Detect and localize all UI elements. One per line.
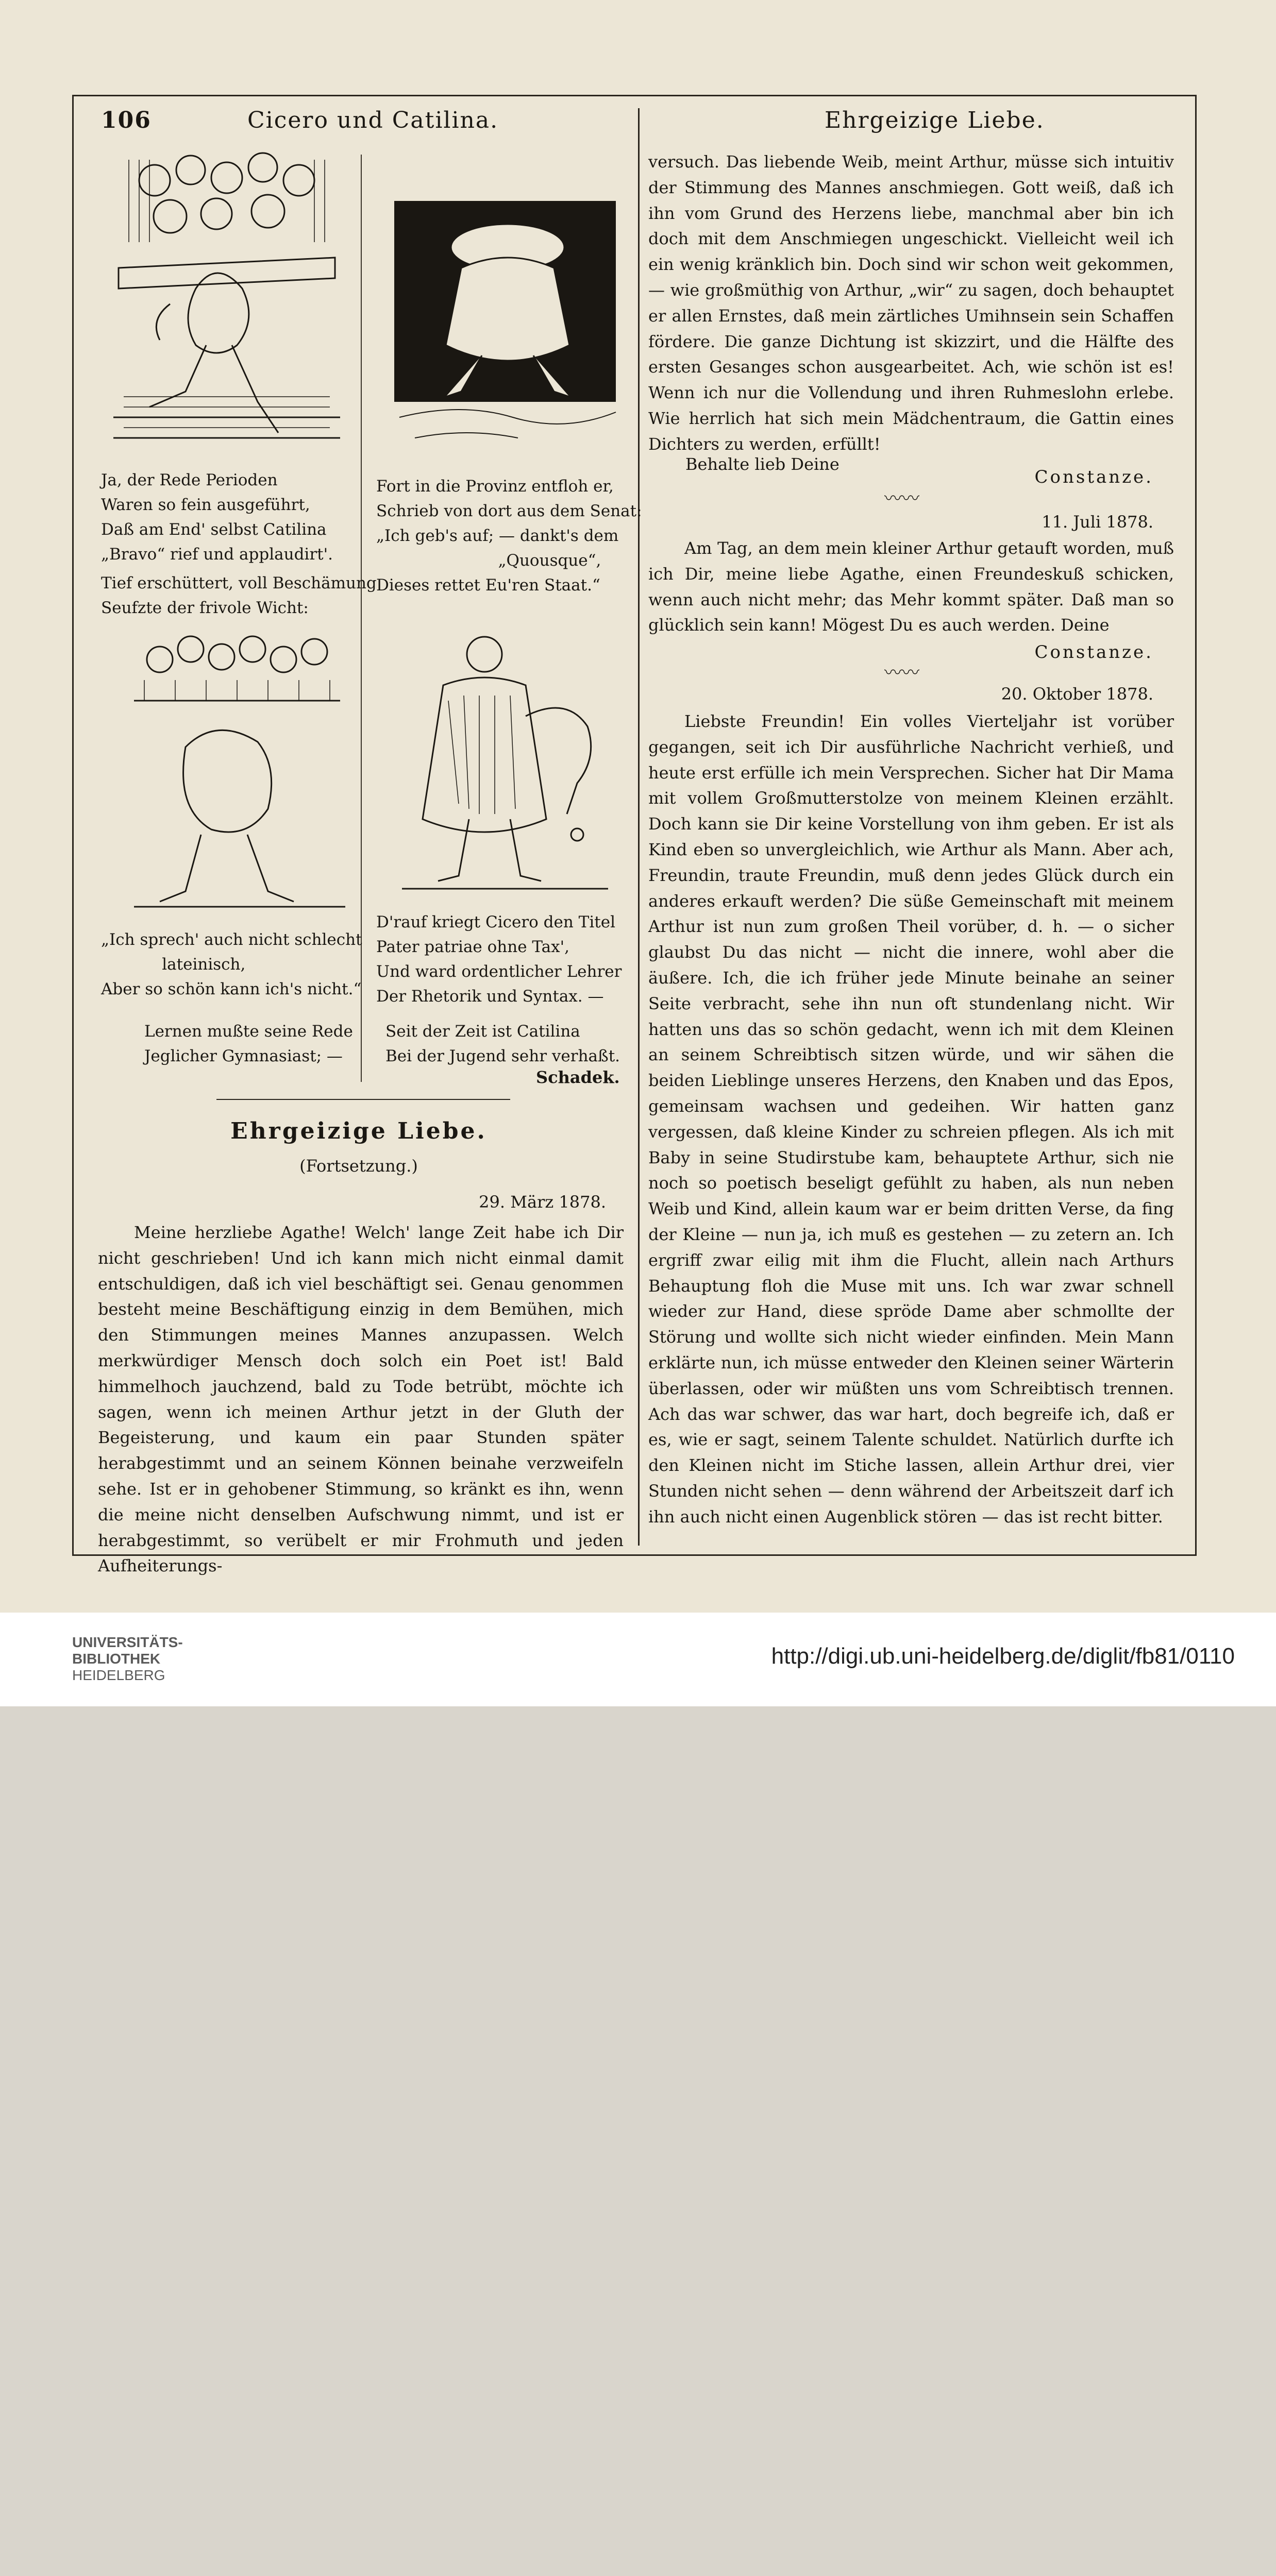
letter-3-text	[648, 709, 1174, 1530]
illustration-catilina-applauding	[98, 149, 345, 464]
letter-date-1: 29. März 1878.	[479, 1192, 606, 1212]
left-running-title: Cicero und Catilina.	[247, 107, 499, 133]
poem-signature: Schadek.	[536, 1067, 620, 1087]
closing-line-1: Behalte lieb Deine	[685, 454, 840, 474]
poem-stanza-1: Ja, der Rede Perioden Waren so fein ausgeführt, Daß am End' selbst Catilina „Bravo“ rief und applaudirt'.	[101, 471, 333, 564]
letter-1-paragraph: Meine herzliebe Agathe! Welch' lange Zeit habe ich Dir nicht geschrieben! Und ich kann mich nicht einmal damit entschuldigen, daß ich viel beschäftigt sei. Genau genommen besteht meine Beschäftigung einzig in dem Bemühen, mich den Stimmungen meines Mannes anzupassen. Welch merkwürdiger Mensch doch solch ein Poet ist! Bald himmelhoch jauchzend, bald zu Tode betrübt, möchte ich sagen, wenn ich meinen Arthur jetzt in der Gluth der Begeisterung, und kaum ein paar Stunden später herabgestimmt und an seinem Können beinahe verzweifeln sehe. Ist er in gehobener Stimmung, so kränkt es ihn, wenn die meine nicht denselben Aufschwung nimmt, und ist er herabgestimmt, so verübelt er mir Frohmuth und jeden Aufheiterungs-	[98, 1223, 624, 1576]
section-divider	[216, 1099, 510, 1100]
page-number: 106	[101, 107, 152, 133]
right-running-title: Ehrgeizige Liebe.	[825, 107, 1045, 133]
library-line-1: UNIVERSITÄTS-	[72, 1634, 183, 1650]
poem-stanza-2: Tief erschüttert, voll Beschämung Seufzte der frivole Wicht:	[101, 574, 377, 617]
article-title: Ehrgeizige Liebe.	[230, 1118, 487, 1144]
article-subtitle: (Fortsetzung.)	[299, 1156, 418, 1176]
poem-stanza-7: Seit der Zeit ist Catilina Bei der Jugend sehr verhaßt.	[385, 1022, 620, 1065]
separator-1: 〰〰	[884, 488, 919, 509]
letter-3-paragraph: Liebste Freundin! Ein volles Vierteljahr ist vorüber gegangen, seit ich Dir ausführliche Nachricht verhieß, und heute erst erfülle ich mein Versprechen. Sicher hat Dir Mama mit vollem Großmutterstolze von meinem Kleinen erzählt. Doch kann sie Dir keine Vorstellung von ihm geben. Er ist als Kind eben so unvergleichlich, wie Arthur als Mann. Aber ach, Freundin, traute Freundin, muß denn jedes Glück durch ein anderes erkauft werden? Die süße Gemeinschaft mit meinem Arthur ist nun zum großen Theil vorüber, d. h. — o sicher glaubst Du das nicht — nicht die innere, wohl aber die äußere. Ich, die ich früher jede Minute beinahe an seiner Seite verbracht, sehe ihn nun oft stundenlang nicht. Wir hatten uns das so schön gedacht, wenn ich mit dem Kleinen an seinem Schreibtisch sitzen würde, und wir sähen die beiden Lieblinge unseres Herzens, den Knaben und das Epos, gemeinsam wachsen und gedeihen. Wir hatten ganz vergessen, daß kleine Kinder zu schreien pflegen. Als ich mit Baby in seine Studirstube kam, behauptete Arthur, sich nie noch so poetisch beseligt gefühlt zu haben, als nun neben Weib und Kind, allein kaum war er beim dritten Verse, da fing der Kleine — nun ja, ich muß es gestehen — zu zetern an. Ich ergriff zwar eilig mit ihm die Flucht, allein nach Arthurs Behauptung floh die Muse mit uns. Ich war zwar schnell wieder zur Hand, diese spröde Dame aber schmollte der Störung und wollte sich nicht wieder einfinden. Mein Mann erklärte nun, ich müsse entweder den Kleinen seiner Wärterin überlassen, oder wir müßten uns vom Schreibtisch trennen. Ach das war schwer, das war hart, doch begreife ich, daß er es, wie er sagt, seinem Talente schuldet. Natürlich durfte ich den Kleinen nicht im Stiche lassen, allein Arthur drei, vier Stunden nicht sehen — denn während der Arbeitszeit darf ich ihn auch nicht einen Augenblick stören — das ist recht bitter.	[648, 711, 1174, 1527]
library-line-2: BIBLIOTHEK	[72, 1651, 161, 1667]
letter-1-continued	[648, 149, 1174, 457]
letter-date-3: 20. Oktober 1878.	[1001, 684, 1153, 704]
signature-1: Constanze.	[1034, 467, 1153, 487]
separator-2: 〰〰	[884, 663, 919, 683]
letter-1-text	[98, 1220, 624, 1579]
permalink-url[interactable]: http://digi.ub.uni-heidelberg.de/diglit/fb81/0110	[771, 1643, 1235, 1669]
library-line-3: HEIDELBERG	[72, 1667, 165, 1683]
letter-1-continued-paragraph: versuch. Das liebende Weib, meint Arthur, müsse sich intuitiv der Stimmung des Mannes anschmiegen. Gott weiß, daß ich ihn vom Grund des Herzens liebe, manchmal aber bin ich doch mit dem Anschmiegen ungeschickt. Vielleicht weil ich ein wenig kränklich bin. Doch sind wir schon weit gekommen, — wie großmüthig von Arthur, „wir“ zu sagen, doch behauptet er allen Ernstes, daß mein zärtliches Umihnsein sein Schaffen fördere. Die ganze Dichtung ist skizzirt, und die Hälfte des ersten Gesanges schon ausgearbeitet. Ach, wie schön ist es! Wenn ich nur die Vollendung und ihren Ruhmeslohn erlebe. Wie herrlich hat sich mein Mädchentraum, die Gattin eines Dichters zu werden, erfüllt!	[648, 152, 1174, 454]
letter-2-text	[648, 536, 1174, 638]
poem-stanza-4: Lernen mußte seine Rede Jeglicher Gymnasiast; —	[144, 1022, 353, 1065]
poem-stanza-5: Fort in die Provinz entfloh er, Schrieb von dort aus dem Senat: „Ich geb's auf; — dankt's dem „Quousque“, Dieses rettet Eu'ren Staat.“	[376, 477, 642, 595]
library-name	[72, 1634, 183, 1684]
poem-stanza-6: D'rauf kriegt Cicero den Titel Pater patriae ohne Tax', Und ward ordentlicher Lehrer Der Rhetorik und Syntax. —	[376, 913, 622, 1006]
signature-2: Constanze.	[1034, 642, 1153, 663]
column-rule	[638, 108, 640, 1546]
illustration-catilina-fleeing	[384, 191, 626, 459]
letter-2-paragraph: Am Tag, an dem mein kleiner Arthur getauft worden, muß ich Dir, meine liebe Agathe, einen Freundeskuß schicken, wenn auch nicht mehr; das Mehr kommt später. Daß man so glücklich sein kann! Mögest Du es auch werden. Deine	[648, 538, 1174, 635]
illustration-catilina-ashamed	[124, 629, 350, 917]
illustration-cicero-scroll	[392, 629, 613, 896]
letter-date-2: 11. Juli 1878.	[1042, 512, 1153, 532]
poem-stanza-3: „Ich sprech' auch nicht schlecht lateinisch, Aber so schön kann ich's nicht.“	[101, 930, 362, 998]
